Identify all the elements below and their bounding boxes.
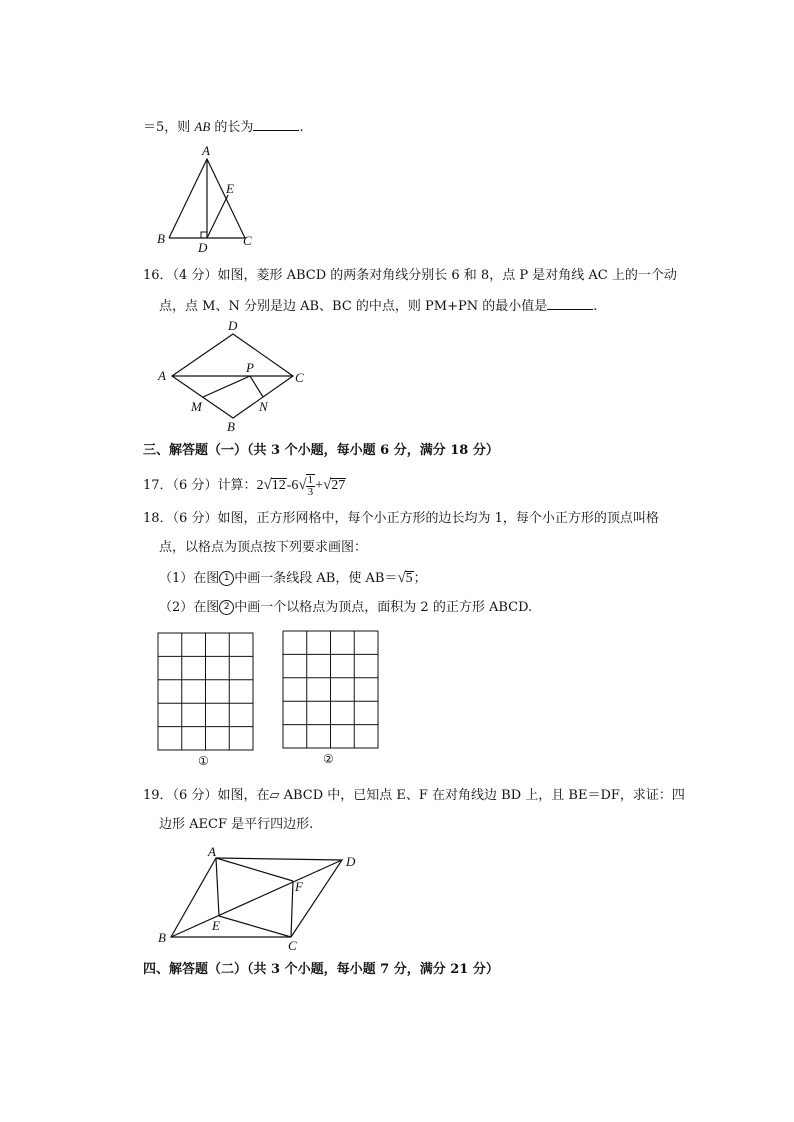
parallelogram-figure [155, 843, 370, 953]
rh-label-b: B [227, 419, 235, 434]
grid-caption-2: ② [323, 752, 334, 766]
q18-line2: 点，以格点为顶点按下列要求画图： [159, 540, 368, 555]
q19-line2: 边形 AECF 是平行四边形. [159, 817, 314, 832]
fraction: $\frac{1}{3}$ [307, 474, 314, 498]
q18-part1: （1）在图 1 中画一条线段 AB，使 AB＝√5； [159, 570, 427, 586]
grid-figure-2 [282, 630, 380, 750]
q18-line1: 18．（6 分）如图，正方形网格中，每个小正方形的边长均为 1，每个小正方形的顶点叫格 [143, 511, 659, 526]
q18-part2: （2）在图 2 中画一个以格点为顶点，面积为 2 的正方形 ABCD. [159, 600, 533, 615]
q15-continuation: ＝5，则 AB 的长为 . [143, 119, 304, 135]
rh-label-p: P [246, 360, 254, 375]
rh-label-n: N [259, 399, 268, 414]
rh-label-a: A [158, 368, 166, 383]
tri-label-c: C [243, 233, 252, 248]
grid-caption-1: ① [198, 754, 209, 768]
pg-label-b: B [158, 930, 166, 945]
q16-line2: 点，点 M、N 分别是边 AB、BC 的中点，则 PM+PN 的最小值是 . [159, 299, 598, 314]
pg-label-d: D [346, 854, 356, 869]
tri-label-a: A [202, 145, 210, 158]
answer-blank [253, 118, 299, 131]
tri-label-e: E [226, 181, 234, 196]
grid-figure-1 [157, 632, 255, 752]
rh-label-d: D [228, 318, 238, 333]
rh-label-m: M [191, 399, 202, 414]
rh-label-c: C [295, 370, 304, 385]
q17-expression: 2√12-6√ $\frac{1}{3}$ +√27 [256, 474, 346, 498]
pg-label-c: C [288, 938, 297, 953]
answer-blank [547, 297, 593, 310]
pg-label-f: F [295, 879, 303, 894]
rhombus-figure [155, 318, 315, 434]
tri-label-d: D [198, 240, 208, 255]
triangle-figure [155, 145, 265, 255]
tri-label-b: B [157, 231, 165, 246]
pg-label-a: A [208, 844, 216, 859]
pg-label-e: E [212, 918, 220, 933]
q19-line1: 19．（6 分）如图，在▱ ABCD 中，已知点 E、F 在对角线边 BD 上，且 BE＝DF，求证：四 [143, 788, 685, 803]
section-3-heading: 三、解答题（一）（共 3 个小题，每小题 6 分，满分 18 分） [143, 443, 499, 458]
section-4-heading: 四、解答题（二）（共 3 个小题，每小题 7 分，满分 21 分） [143, 962, 499, 977]
q16-line1: 16．（4 分）如图，菱形 ABCD 的两条对角线分别长 6 和 8，点 P 是对角线 AC 上的一个动 [143, 268, 677, 283]
q17: 17．（6 分）计算：2√12-6√ $\frac{1}{3}$ +√27 [143, 474, 346, 498]
